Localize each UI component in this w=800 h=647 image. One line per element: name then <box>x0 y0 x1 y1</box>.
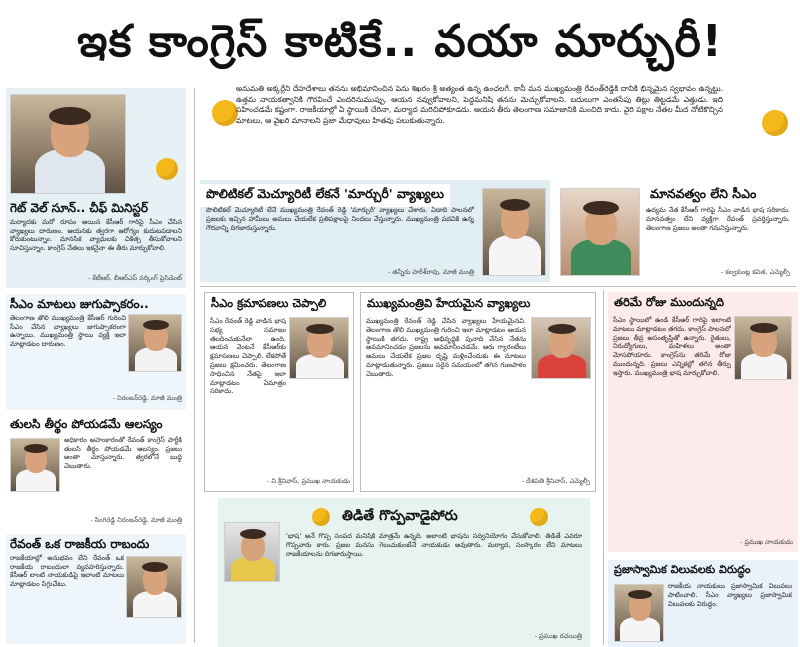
right1-title: తరిమే రోజు ముందున్నది <box>614 295 724 309</box>
column-rule <box>603 290 604 645</box>
kavitha-photo <box>560 188 640 276</box>
ktr-panel <box>6 88 186 288</box>
quote-mark-icon <box>312 508 330 526</box>
left-box-3 <box>6 414 186 532</box>
mid-box-2 <box>360 292 596 492</box>
intro-text: అనుమతి అక్కర్లేని దేహదేశాలు తనను అభిమానించిన పెను శిఖరం శ్రీ అత్యంత ఉన్న ఉంచలగే. కానీ మన ముఖ్యమంత్రి రేవంత్‌రెడ్డికి దానికి భిన్నమైన స్వభావం ఉన్నట్టు. ఉత్తమ నాయకత్వానికి గౌరవించే ఎందరినుముప్పు. ఆయన నవ్వుకోవాలని, పెద్దమనిషి తనను మెచ్చుకోవాలని. బదులుగా ఎంతసేపు తిట్లు తిట్టడమే ఎత్తుడు. ఇది సహించడమే కష్టంగా. రాజకీయాల్లో ఏ స్థాయికి చేరినా, మర్యాద మరిచిపోకూడదు. ఆయన తీరు తెలంగాణ సమాజానికి మంచిది కాదు. వైరి పక్షాల నేతల మీద నోటికొచ్చిన మాటలు, ఆ వైఖరి మానాలని ప్రజా మేధావులు హితవు పలుకుతున్నారు. <box>236 84 723 126</box>
right1-byline: - ప్రముఖ నాయకుడు <box>740 538 793 546</box>
right-box-1 <box>608 292 798 552</box>
column-rule <box>194 88 195 643</box>
left4-text: రాజకీయాల్లో అనుభవం లేని రేవంత్ ఒక రాజకీయ రాబందులా వ్యవహరిస్తున్నారు. కేసీఆర్ లాంటి నాయకుడిపై ఇలాంటి మాటలు మాట్లాడటం సిగ్గుచేటు. <box>10 554 124 588</box>
ktr-photo <box>10 94 126 194</box>
right2-title: ప్రజాస్వామిక విలువలకు విరుద్ధం <box>614 563 751 576</box>
kavitha-panel <box>556 180 794 282</box>
left2-photo <box>128 314 182 372</box>
harish-photo <box>482 188 546 276</box>
left3-byline: - సింగిరెడ్డి నిరంజన్‌రెడ్డి, మాజీ మంత్రి <box>90 516 182 524</box>
ktr-byline: - కేటీఆర్, బీఆర్‌ఎస్ వర్కింగ్ ప్రెసిడెంట్ <box>87 274 182 282</box>
left4-photo <box>126 556 182 618</box>
right2-text: రాజకీయ నాయకులు ప్రజాస్వామిక విలువలు పాటించాలి. సీఎం వ్యాఖ్యలు ప్రజాస్వామిక విలువలకు విరుద్ధం. <box>668 582 792 608</box>
bottom-byline: - ప్రముఖ రచయిత్రి <box>534 632 582 640</box>
mid1-photo <box>289 317 349 379</box>
quote-mark-icon <box>762 110 788 136</box>
harish-title: పొలిటికల్ మెచ్యూరిటీ లేకనే 'మార్చురీ' వ్యాఖ్యలు <box>200 184 450 207</box>
kavitha-text: ఉద్యమ నేత కేసీఆర్ గారిపై సీఎం వాడిన భాష సరికాదు. మానవత్వం లేని వ్యక్తిగా రేవంత్ ప్రవర్తిస్తున్నారు. తెలంగాణ ప్రజలు అంతా గమనిస్తున్నారు. <box>646 206 790 232</box>
harish-byline: - తన్నీరు హరీశ్‌రావు, మాజీ మంత్రి <box>387 268 474 276</box>
mid2-byline: - దేశపతి శ్రీనివాస్, ఎమ్మెల్సీ <box>521 477 590 485</box>
right1-text: సీఎం స్థాయిలో ఉండి కేసీఆర్ గారిపై ఇలాంటి మాటలు మాట్లాడటం తగదు. కాంగ్రెస్ పాలనలో ప్రజలు తీవ్ర అసంతృప్తితో ఉన్నారు. రైతులు, నిరుద్యోగులు, మహిళలు అంతా మోసపోయారు. కాంగ్రెస్‌ను తరిమే రోజు ముందున్నది. ప్రజలు ఎన్నికల్లో తగిన తీర్పు ఇస్తారు. ముఖ్యమంత్రి భాష మార్చుకోవాలి. <box>613 316 731 377</box>
right1-photo <box>734 316 792 380</box>
harish-panel <box>200 180 550 282</box>
harish-text: పొలిటికల్ మెచ్యూరిటీ లేనే ముఖ్యమంత్రి రేవంత్ రెడ్డి 'మార్చురీ' వ్యాఖ్యలు చేశారు. ఏడాది పాలనలో ప్రజలకు ఇచ్చిన హామీలు అమలు చేయలేక ప్రతిపక్షాలపై నిందలు వేస్తున్నారు. ముఖ్యమంత్రి పదవికి ఉన్న గౌరవాన్ని దిగజారుస్తున్నారు. <box>206 206 474 232</box>
quote-mark-icon <box>156 158 178 180</box>
left2-byline: - నిరంజన్‌రెడ్డి, మాజీ మంత్రి <box>112 394 182 402</box>
ktr-text: మర్యాదకు మరో రూపం అయిన కేసీఆర్ గారిపై సీఎం చేసిన వ్యాఖ్యలు దారుణం. ఆయనకు త్వరగా ఆరోగ్యం కుదుటపడాలని కోరుకుంటున్నాం. మానసిక వ్యాధులకు చికిత్స తీసుకోవాలని సూచిస్తున్నాం. కాంగ్రెస్ నేతలు ఇకనైనా ఈ తీరు మార్చుకోవాలి. <box>10 218 182 252</box>
left-box-4 <box>6 534 186 644</box>
bottom-panel <box>218 498 590 647</box>
left-box-2 <box>6 294 186 410</box>
mid2-title: ముఖ్యమంత్రివి హేయమైన వ్యాఖ్యలు <box>367 296 531 310</box>
mid1-byline: - వి.శ్రీనివాస్, ప్రముఖ నాయకుడు <box>266 477 350 485</box>
ktr-title: గెట్ వెల్ సూన్.. చీఫ్ మినిస్టర్ <box>10 201 148 215</box>
right-column <box>608 292 798 647</box>
left4-title: రేవంత్ ఒక రాజకీయ రాబందు <box>10 537 150 551</box>
headline: ఇక కాంగ్రెస్ కాటికే.. వయా మార్చురీ! <box>77 16 723 67</box>
mid-box-1 <box>204 292 354 492</box>
left3-text: అధికారం అహంకారంతో రేవంత్ కాంగ్రెస్ పార్టీకి తులసి తీర్థం పోయడమే ఆలస్యం. ప్రజలు అంతా చూస్తున్నారు. త్వరలోనే బుద్ధి చెబుతారు. <box>64 436 182 470</box>
kavitha-title: మానవత్వం లేని సీఎం <box>644 184 762 207</box>
bottom-photo <box>224 522 280 582</box>
left-column <box>0 84 190 647</box>
left3-title: తులసి తీర్థం పోయడమే ఆలస్యం <box>10 417 163 431</box>
mid1-text: సీఎం రేవంత్ రెడ్డి వాడిన భాష సభ్య సమాజం తలదించుకునేలా ఉంది. ఆయన వెంటనే కేసీఆర్‌కు క్షమాపణలు చెప్పాలి. లేకపోతే ప్రజలు క్షమించరు. తెలంగాణ సాధించిన నేతపై ఇలా మాట్లాడటం ఏమాత్రం సరికాదు. <box>210 317 286 396</box>
mid2-photo <box>531 317 591 379</box>
kavitha-byline: - కల్వకుంట్ల కవిత, ఎమ్మెల్సీ <box>720 268 790 276</box>
mid1-title: సీఎం క్రమాపణలు చెప్పాలి <box>211 296 327 310</box>
bottom-text: 'భాష' అనే గొప్ప సంపద మనిషికి మాత్రమే ఉన్నది. అలాంటి భాషను సద్వినియోగం చేసుకోవాలి. తిడితే ఎవరూ గొప్పవారు కారు. ప్రజల మనసు గెలుచుకుంటేనే నాయకుడు అవుతారు. మర్యాద, సంస్కారం లేని మాటలు రాజకీయాలను దిగజారుస్తాయి. <box>286 532 582 558</box>
bottom-title: తిడితే గొప్పవాడైపోరు <box>342 508 458 524</box>
left3-photo <box>10 438 60 492</box>
left2-title: సీఎం మాటలు జుగుప్సాకరం.. <box>10 297 149 311</box>
quote-mark-icon <box>530 508 548 526</box>
right-box-2 <box>608 560 798 647</box>
mid2-text: ముఖ్యమంత్రి రేవంత్ రెడ్డి చేసిన వ్యాఖ్యలు హేయమైనవి. తెలంగాణ తొలి ముఖ్యమంత్రి గురించి ఇలా మాట్లాడటం ఆయన స్థాయికి తగదు. రాష్ట్ర అభివృద్ధికి పునాది వేసిన నేతను అవమానించడం ప్రజలను అవమానించడమే. ఆరు గ్యారంటీలు అమలు చేయలేక ప్రజల దృష్టి మళ్లించేందుకు ఈ మాటలు మాట్లాడుతున్నారు. ప్రజలు సరైన సమయంలో తగిన గుణపాఠం చెబుతారు. <box>366 317 526 378</box>
right2-photo <box>614 584 664 642</box>
left2-text: తెలంగాణ తొలి ముఖ్యమంత్రి కేసీఆర్ గురించి సీఎం చేసిన వ్యాఖ్యలు జుగుప్సాకరంగా ఉన్నాయి. ముఖ్యమంత్రి స్థాయి వ్యక్తి ఇలా మాట్లాడటం దారుణం. <box>10 314 126 348</box>
section-rule <box>200 286 796 287</box>
